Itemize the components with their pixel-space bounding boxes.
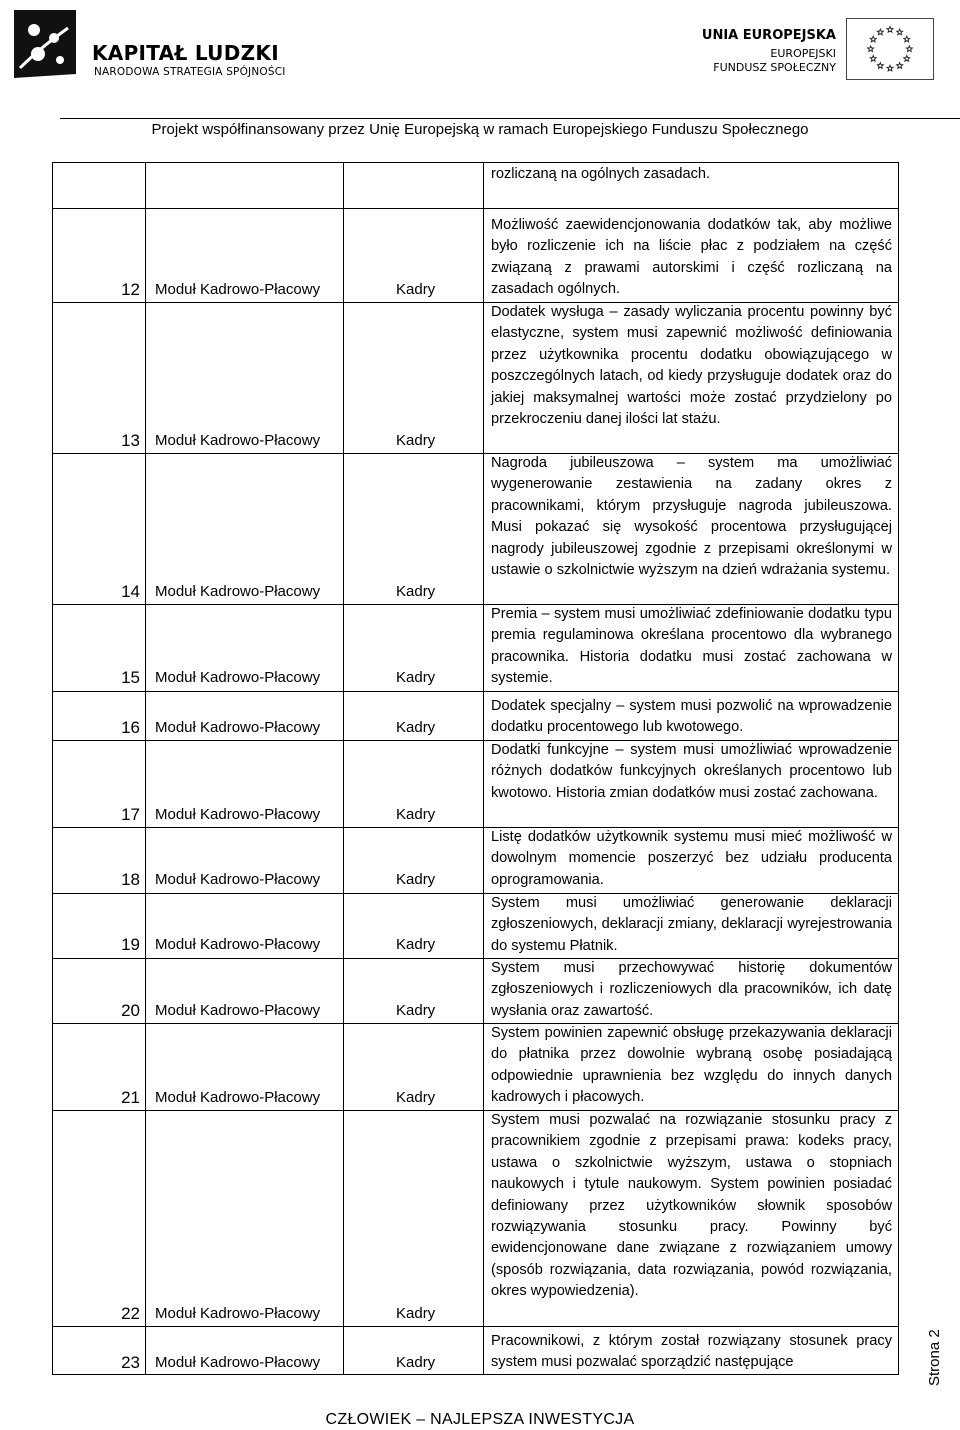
- kapital-ludzki-subtitle: NARODOWA STRATEGIA SPÓJNOŚCI: [94, 66, 286, 78]
- module-cell: Moduł Kadrowo-Płacowy: [155, 719, 321, 736]
- description-text: System musi przechowywać historię dokumentów zgłoszeniowych i rozliczeniowych dla pracowników, ich datę wysłania oraz zawartość.: [491, 960, 892, 1019]
- description-text: Listę dodatków użytkownik systemu musi mieć możliwość w dowolnym momencie poszerzyć bez udziału producenta oprogramowania.: [491, 829, 892, 888]
- category-cell: Kadry: [396, 806, 436, 823]
- module-cell: Moduł Kadrowo-Płacowy: [155, 1089, 321, 1106]
- footer-slogan: CZŁOWIEK – NAJLEPSZA INWESTYCJA: [325, 1411, 635, 1428]
- description-text: Pracownikowi, z którym został rozwiązany stosunek pracy system musi pozwalać sporządzić następujące: [491, 1333, 892, 1371]
- eu-subtitle-1: EUROPEJSKI: [770, 47, 836, 60]
- description-text: Premia – system musi umożliwiać zdefiniowanie dodatku typu premia regulaminowa określana procentowo dla wybranego pracownika. Historia dodatku musi zostać zachowana w systemie.: [491, 606, 892, 687]
- table-border-right: [898, 162, 899, 1374]
- description-cell: [491, 740, 892, 804]
- row-number: 21: [121, 1088, 140, 1107]
- description-text: Możliwość zaewidencjonowania dodatków tak, aby możliwe było rozliczenie ich na liście płac z podziałem na część związaną z prawami autorskimi i część rozliczaną na zasadach ogólnych.: [491, 217, 892, 298]
- row-border: [52, 208, 899, 209]
- module-cell: Moduł Kadrowo-Płacowy: [155, 1002, 321, 1019]
- project-caption: Projekt współfinansowany przez Unię Europejską w ramach Europejskiego Funduszu Społecznego: [151, 121, 809, 138]
- description-text: Dodatek wysługa – zasady wyliczania procentu powinny być elastyczne, system musi zapewnić możliwość definiowania przez użytkownika procentu dodatku obowiązującego w poszczególnych latach, od kiedy przysługuje dodatek oraz do jakiej maksymalnej wartości może zostać przydzielony po przekroczeniu danej ilości lat stażu.: [491, 304, 892, 428]
- description-cell: [491, 958, 892, 1022]
- category-cell: Kadry: [396, 432, 436, 449]
- eu-title: UNIA EUROPEJSKA: [701, 28, 836, 43]
- row-number: 19: [121, 935, 140, 954]
- description-cell: [491, 453, 892, 581]
- category-cell: Kadry: [396, 281, 436, 298]
- description-cell: [491, 302, 892, 430]
- module-cell: Moduł Kadrowo-Płacowy: [155, 1354, 321, 1371]
- row-border: [52, 691, 899, 692]
- row-number: 14: [121, 582, 140, 601]
- row-border: [52, 1374, 899, 1375]
- description-cell: [491, 1331, 892, 1374]
- eu-subtitle-2: FUNDUSZ SPOŁECZNY: [713, 61, 836, 74]
- table-border-col1: [145, 162, 146, 1374]
- module-cell: Moduł Kadrowo-Płacowy: [155, 806, 321, 823]
- table-border-col3: [483, 162, 484, 1374]
- module-cell: Moduł Kadrowo-Płacowy: [155, 432, 321, 449]
- description-cell: [491, 1023, 892, 1109]
- description-text: Nagroda jubileuszowa – system ma umożliwiać wygenerowanie zestawienia na zadany okres z pracownikami, którym przysługuje nagroda jubileuszowa. Musi pokazać się wysokość procentowa przysługującej nagrody jubileuszowej zgodnie z przepisami określonymi w ustawie o szkolnictwie wyższym na dzień wdrażania systemu.: [491, 455, 892, 579]
- table-border-col2: [343, 162, 344, 1374]
- kapital-ludzki-title: KAPITAŁ LUDZKI: [92, 41, 279, 65]
- row-number: 15: [121, 668, 140, 687]
- row-border: [52, 1326, 899, 1327]
- category-cell: Kadry: [396, 583, 436, 600]
- row-number: 12: [121, 280, 140, 299]
- description-cell-continued: [491, 164, 892, 185]
- row-border: [52, 162, 899, 163]
- description-text: Dodatek specjalny – system musi pozwolić na wprowadzenie dodatku procentowego lub kwotowego.: [491, 698, 892, 736]
- category-cell: Kadry: [396, 871, 436, 888]
- row-number: 13: [121, 431, 140, 450]
- row-number: 17: [121, 805, 140, 824]
- category-cell: Kadry: [396, 719, 436, 736]
- description-text: rozliczaną na ogólnych zasadach.: [491, 166, 711, 182]
- module-cell: Moduł Kadrowo-Płacowy: [155, 281, 321, 298]
- description-cell: [491, 893, 892, 957]
- module-cell: Moduł Kadrowo-Płacowy: [155, 583, 321, 600]
- description-cell: [491, 827, 892, 891]
- row-number: 16: [121, 718, 140, 737]
- module-cell: Moduł Kadrowo-Płacowy: [155, 936, 321, 953]
- description-cell: [491, 1110, 892, 1303]
- description-cell: [491, 696, 892, 739]
- category-cell: Kadry: [396, 936, 436, 953]
- module-cell: Moduł Kadrowo-Płacowy: [155, 871, 321, 888]
- category-cell: Kadry: [396, 1002, 436, 1019]
- module-cell: Moduł Kadrowo-Płacowy: [155, 669, 321, 686]
- module-cell: Moduł Kadrowo-Płacowy: [155, 1305, 321, 1322]
- category-cell: Kadry: [396, 1305, 436, 1322]
- row-number: 18: [121, 870, 140, 889]
- table-border-left: [52, 162, 53, 1374]
- row-number: 20: [121, 1001, 140, 1020]
- description-text: System musi pozwalać na rozwiązanie stosunku pracy z pracownikiem zgodnie z przepisami prawa: kodeks pracy, ustawa o szkolnictwie wyższym, ustawa o stopniach naukowych i tytule naukowym. System powinien posiadać definiowany przez użytkowników słownik sposobów rozwiązywania stosunku pracy. Powinny być ewidencjonowane dane związane z rozwiązaniem umowy (sposób rozwiązania, data rozwiązania, powód rozwiązania, okres wypowiedzenia).: [491, 1112, 892, 1300]
- page-number-label: Strona 2: [926, 1329, 943, 1386]
- row-number: 22: [121, 1304, 140, 1323]
- description-text: System powinien zapewnić obsługę przekazywania deklaracji do płatnika przez dowolnie wybraną osobę posiadającą odpowiednie uprawnienia bez względu do innych danych kadrowych i płacowych.: [491, 1025, 892, 1106]
- category-cell: Kadry: [396, 1354, 436, 1371]
- row-number: 23: [121, 1353, 140, 1372]
- description-cell: [491, 215, 892, 301]
- description-cell: [491, 604, 892, 690]
- category-cell: Kadry: [396, 669, 436, 686]
- category-cell: Kadry: [396, 1089, 436, 1106]
- description-text: System musi umożliwiać generowanie deklaracji zgłoszeniowych, deklaracji zmiany, deklaracji wyrejestrowania do systemu Płatnik.: [491, 895, 892, 954]
- description-text: Dodatki funkcyjne – system musi umożliwiać wprowadzenie różnych dodatków funkcyjnych określanych procentowo lub kwotowo. Historia zmian dodatków musi zostać zachowana.: [491, 742, 892, 801]
